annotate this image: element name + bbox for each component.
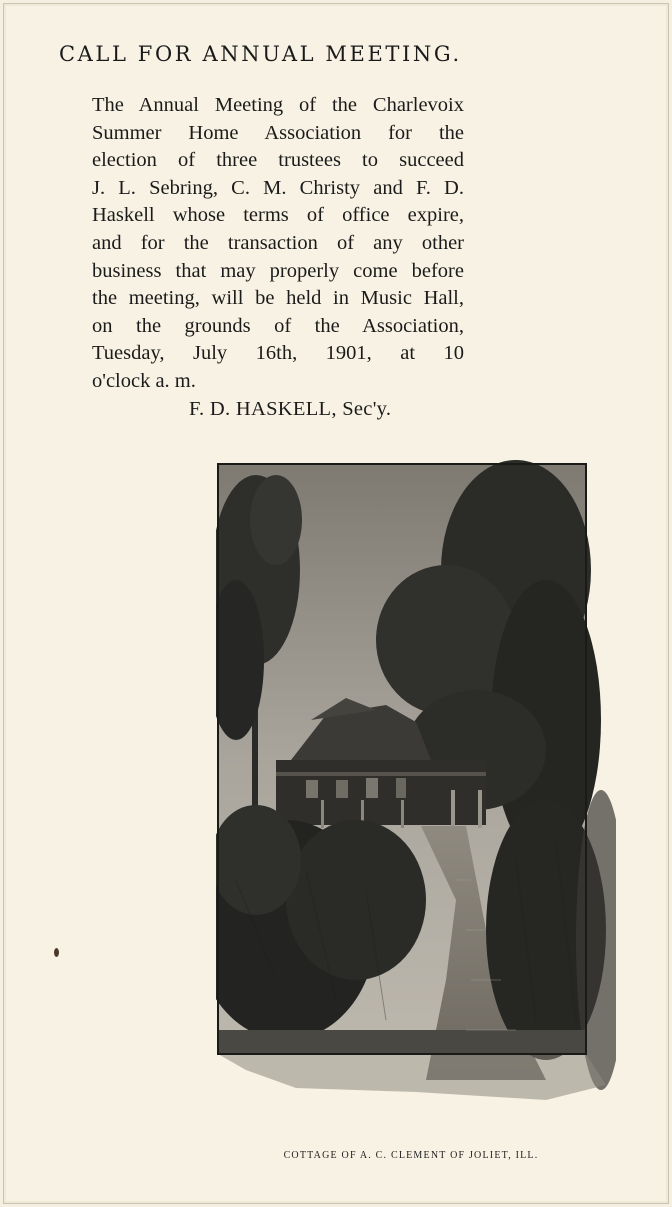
notice-line: Tuesday, July 16th, 1901, at 10 — [92, 342, 464, 365]
notice-line: o'clock a. m. — [92, 369, 196, 392]
notice-line: Haskell whose terms of office expire, — [92, 204, 464, 227]
meeting-notice-paragraph — [92, 92, 464, 396]
document-heading: CALL FOR ANNUAL MEETING. — [59, 42, 462, 66]
ink-speck — [54, 948, 59, 957]
notice-line: the meeting, will be held in Music Hall, — [92, 287, 464, 310]
secretary-signature: F. D. HASKELL, Sec'y. — [189, 398, 392, 420]
photo-caption: COTTAGE OF A. C. CLEMENT OF JOLIET, ILL. — [283, 1150, 539, 1161]
cottage-photograph — [216, 460, 616, 1120]
notice-line: and for the transaction of any other — [92, 231, 464, 254]
notice-line: on the grounds of the Association, — [92, 314, 464, 337]
document-page — [3, 3, 669, 1204]
notice-line: J. L. Sebring, C. M. Christy and F. D. — [92, 176, 464, 199]
notice-line: Summer Home Association for the — [92, 121, 464, 144]
notice-line: business that may properly come before — [92, 259, 464, 282]
notice-line: election of three trustees to succeed — [92, 149, 464, 172]
notice-line: The Annual Meeting of the Charlevoix — [92, 94, 464, 116]
